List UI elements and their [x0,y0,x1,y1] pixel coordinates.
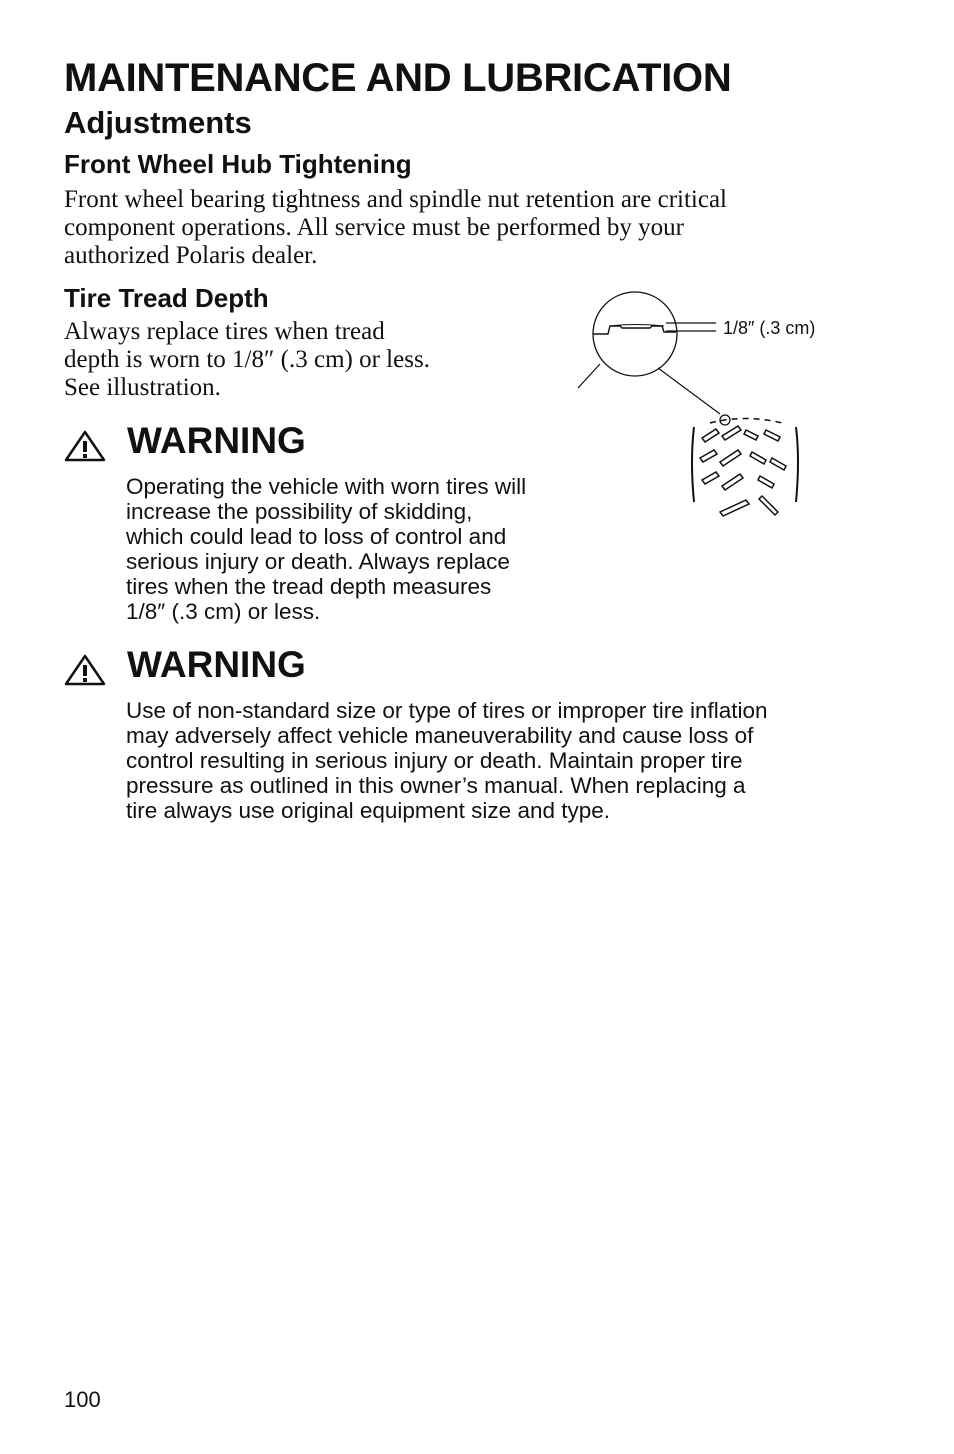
warning-triangle-icon [64,430,106,462]
illustration-label: 1/8″ (.3 cm) [723,318,816,338]
warning-line: pressure as outlined in this owner’s manual. When replacing a [126,773,746,798]
warning-2-heading: WARNING [127,644,306,685]
warning-1-text [126,474,606,624]
paragraph-line: depth is worn to 1/8″ (.3 cm) or less. [64,346,430,373]
warning-line: may adversely affect vehicle maneuverability and cause loss of [126,723,754,748]
warning-line: control resulting in serious injury or death. Maintain proper tire [126,748,743,773]
warning-1-heading: WARNING [127,420,306,461]
warning-line: increase the possibility of skidding, [126,499,473,524]
tire-tread-paragraph [64,318,534,402]
warning-line: Use of non-standard size or type of tires or improper tire inflation [126,698,768,723]
tire-icon [692,415,798,516]
warning-line: tires when the tread depth measures [126,574,492,599]
warning-line: which could lead to loss of control and [126,524,507,549]
paragraph-line: See illustration. [64,374,221,401]
heading-tire-tread-depth: Tire Tread Depth [64,283,269,313]
warning-line: tire always use original equipment size and type. [126,798,611,823]
paragraph-line: Always replace tires when tread [64,318,385,345]
warning-triangle-icon [64,654,106,686]
page-number: 100 [64,1387,101,1412]
section-title-adjustments: Adjustments [64,105,252,140]
warning-2-text [126,698,926,823]
warning-line: serious injury or death. Always replace [126,549,510,574]
paragraph-line: Front wheel bearing tightness and spindle nut retention are critical [64,186,728,213]
front-wheel-hub-paragraph [64,186,914,270]
warning-line: Operating the vehicle with worn tires will [126,474,527,499]
paragraph-line: authorized Polaris dealer. [64,242,318,269]
page-title: MAINTENANCE AND LUBRICATION [64,56,732,100]
paragraph-line: component operations. All service must be performed by your [64,214,684,241]
heading-front-wheel-hub: Front Wheel Hub Tightening [64,149,412,179]
warning-line: 1/8″ (.3 cm) or less. [126,599,321,624]
